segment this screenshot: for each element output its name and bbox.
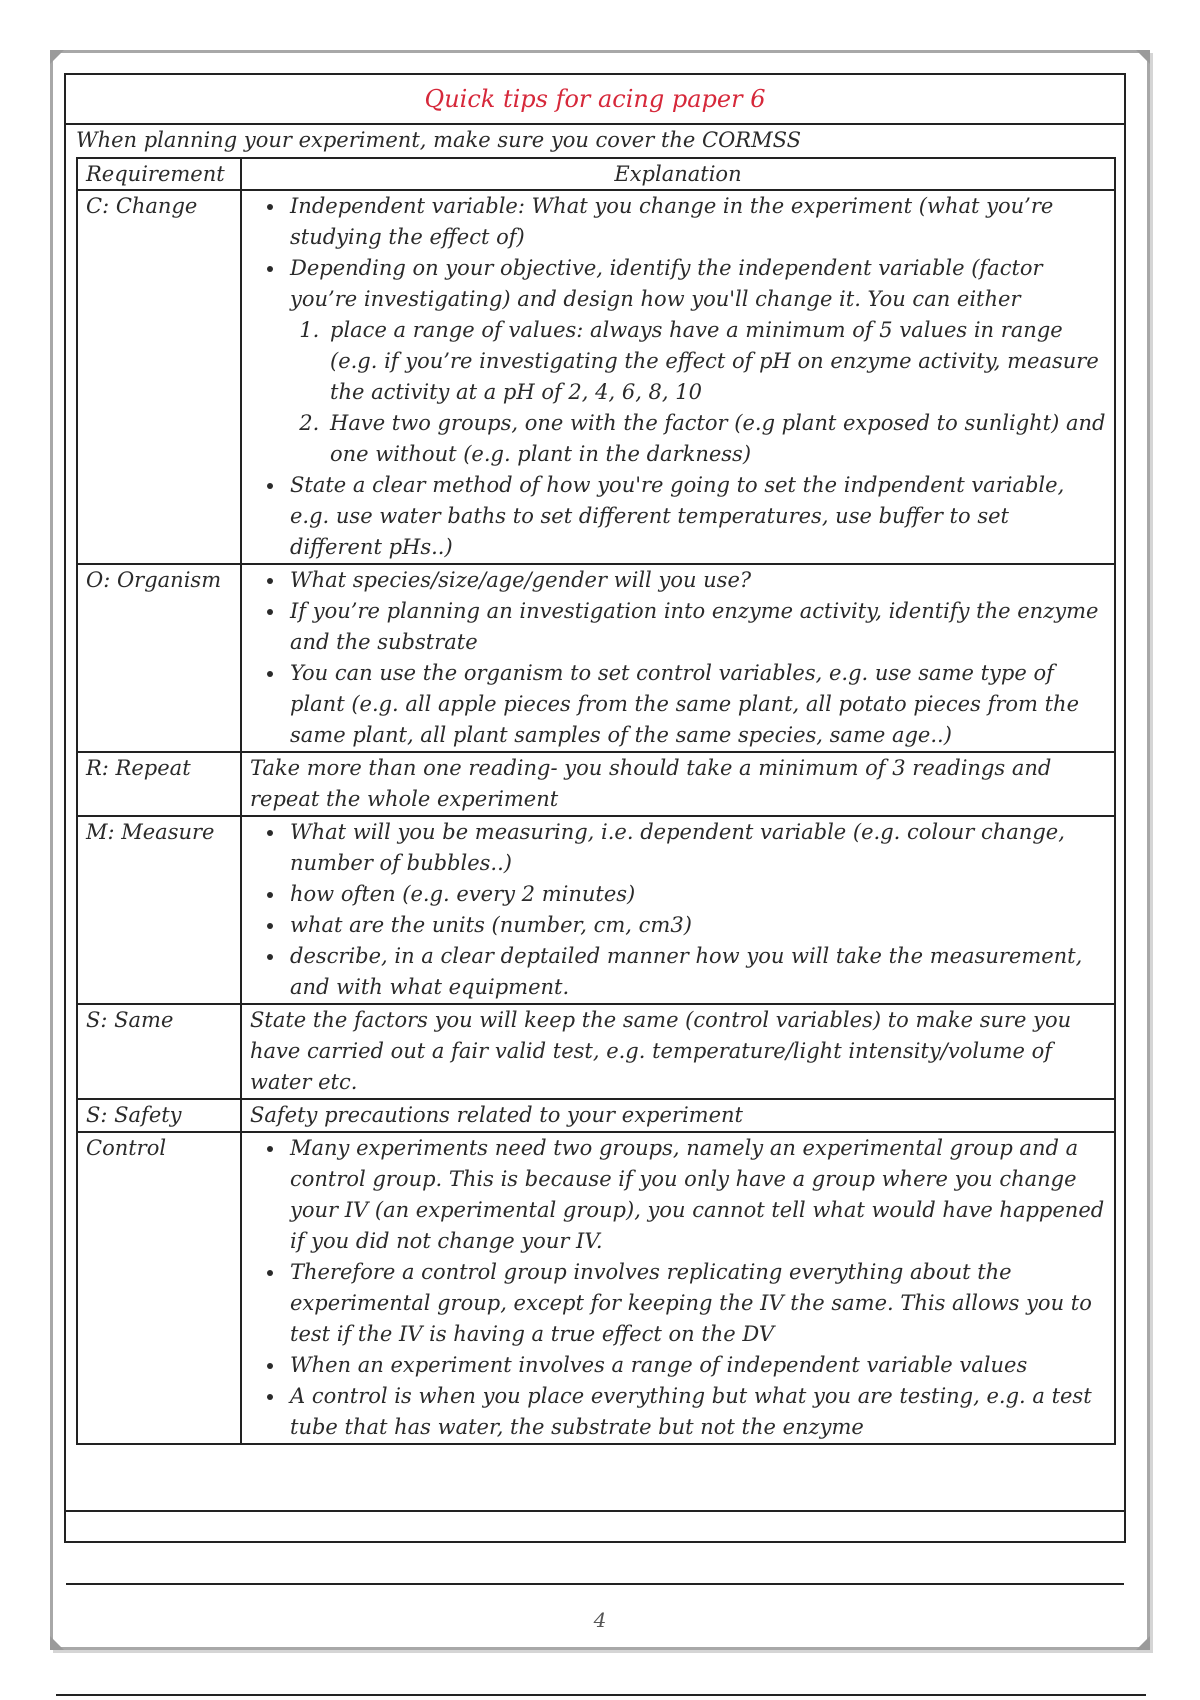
list-item: • Therefore a control group involves replicating everything about the experimental group, except for keeping the IV the same. This allows you to test if the IV is having a true effect on the DV [286,1257,1106,1350]
list-item [286,253,1106,470]
list-item: • What will you be measuring, i.e. dependent variable (e.g. colour change, number of bubbles..) [286,817,1106,879]
list-item: • describe, in a clear deptailed manner how you will take the measurement, and with what equipment. [286,941,1106,1003]
list-item: • When an experiment involves a range of independent variable values [286,1350,1106,1381]
page-number: 4 [593,1608,607,1632]
table-row-measure [77,816,1115,1004]
list-item: • Many experiments need two groups, namely an experimental group and a control group. This is because if you only have a group where you change your IV (an experimental group), you cannot tell what would have happened if you did not change your IV. [286,1133,1106,1257]
header-explanation: Explanation [241,158,1115,190]
explanation-cell [241,564,1115,752]
list-item: 1. place a range of values: always have a minimum of 5 values in range (e.g. if you’re investigating the effect of pH on enzyme activity, measure the activity at a pH of 2, 4, 6, 8, 10 [326,315,1106,408]
bottom-rule [56,1694,1146,1696]
corner-ornament [1136,1636,1150,1650]
table-row-repeat [77,752,1115,816]
list-item: • what are the units (number, cm, cm3) [286,910,1106,941]
header-requirement: Requirement [77,158,241,190]
list-item-text: Depending on your objective, identify the independent variable (factor you’re investigating) and design how you'll change it. You can either [290,256,1043,311]
bullet-list [250,817,1106,1003]
list-item: • Independent variable: What you change in the experiment (what you’re studying the effect of) [286,191,1106,253]
explanation-cell: Safety precautions related to your experiment [241,1099,1115,1132]
tips-box [64,73,1126,1543]
table-row-change [77,190,1115,564]
explanation-cell: Take more than one reading- you should take a minimum of 3 readings and repeat the whole experiment [241,752,1115,816]
list-item: • What species/size/age/gender will you use? [286,565,1106,596]
explanation-cell [241,1132,1115,1444]
requirement-label: C: Change [77,190,241,564]
bullet-list [250,1133,1106,1443]
table-divider [66,1583,1124,1585]
requirement-label: S: Same [77,1004,241,1099]
list-item: • A control is when you place everything but what you are testing, e.g. a test tube that has water, the substrate but not the enzyme [286,1381,1106,1443]
table-divider [66,1510,1124,1512]
bullet-list [250,565,1106,751]
requirement-label: O: Organism [77,564,241,752]
list-item: • how often (e.g. every 2 minutes) [286,879,1106,910]
cormss-table [76,157,1116,1445]
explanation-cell [241,190,1115,564]
numbered-list [290,315,1106,470]
requirement-label: Control [77,1132,241,1444]
requirement-label: M: Measure [77,816,241,1004]
requirement-label: R: Repeat [77,752,241,816]
list-item: • You can use the organism to set control variables, e.g. use same type of plant (e.g. all apple pieces from the same plant, all potato pieces from the same plant, all plant samples of the same species, same age..) [286,658,1106,751]
table-row-safety [77,1099,1115,1132]
corner-ornament [50,50,64,64]
bullet-list [250,191,1106,563]
table-row-same [77,1004,1115,1099]
table-header-row [77,158,1115,190]
list-item: 2. Have two groups, one with the factor (e.g plant exposed to sunlight) and one without (e.g. plant in the darkness) [326,408,1106,470]
list-item: • If you’re planning an investigation into enzyme activity, identify the enzyme and the substrate [286,596,1106,658]
table-row-organism [77,564,1115,752]
corner-ornament [50,1636,64,1650]
page-title: Quick tips for acing paper 6 [66,75,1124,125]
explanation-cell [241,816,1115,1004]
intro-text: When planning your experiment, make sure you cover the CORMSS [76,128,802,152]
explanation-cell: State the factors you will keep the same (control variables) to make sure you have carried out a fair valid test, e.g. temperature/light intensity/volume of water etc. [241,1004,1115,1099]
requirement-label: S: Safety [77,1099,241,1132]
list-item: • State a clear method of how you're going to set the indpendent variable, e.g. use water baths to set different temperatures, use buffer to set different pHs..) [286,470,1106,563]
table-row-control [77,1132,1115,1444]
corner-ornament [1136,50,1150,64]
